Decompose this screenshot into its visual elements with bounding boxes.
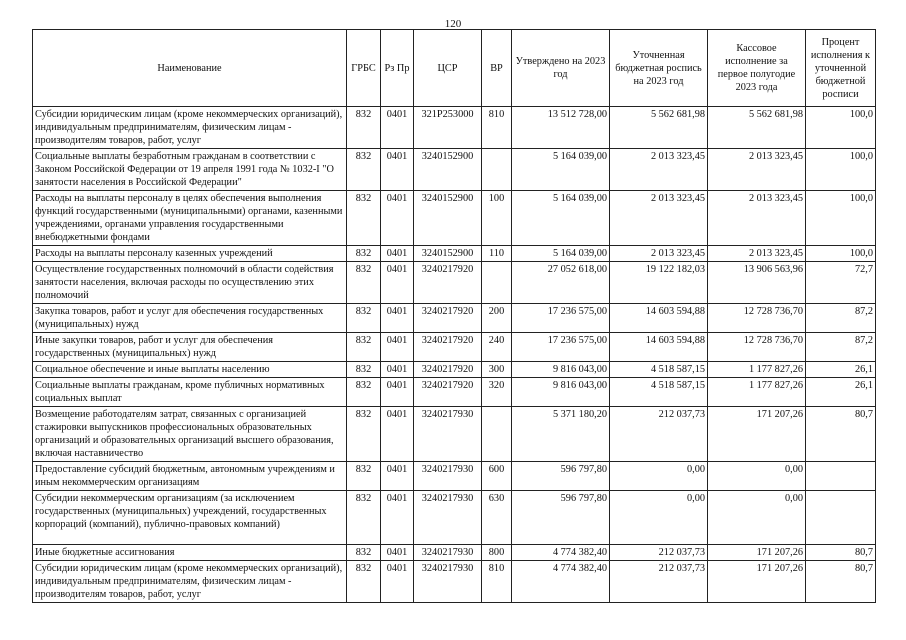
cell-name: Социальное обеспечение и иные выплаты населению [33, 362, 347, 378]
cell-csr: 3240152900 [414, 149, 482, 191]
cell-rzpr: 0401 [381, 304, 414, 333]
cell-clarified: 0,00 [610, 462, 708, 491]
cell-percent: 26,1 [806, 362, 876, 378]
cell-name: Закупка товаров, работ и услуг для обеспечения государственных (муниципальных) нужд [33, 304, 347, 333]
cell-clarified: 2 013 323,45 [610, 149, 708, 191]
cell-rzpr: 0401 [381, 362, 414, 378]
cell-clarified: 14 603 594,88 [610, 333, 708, 362]
cell-clarified: 212 037,73 [610, 561, 708, 603]
cell-clarified: 212 037,73 [610, 545, 708, 561]
cell-rzpr: 0401 [381, 545, 414, 561]
cell-approved: 4 774 382,40 [512, 545, 610, 561]
cell-vr: 100 [482, 191, 512, 246]
cell-csr: 3240217920 [414, 378, 482, 407]
header-executed: Кассовое исполнение за первое полугодие 2023 года [708, 30, 806, 107]
cell-approved: 4 774 382,40 [512, 561, 610, 603]
header-name: Наименование [33, 30, 347, 107]
cell-percent [806, 462, 876, 491]
cell-vr [482, 407, 512, 462]
cell-clarified: 19 122 182,03 [610, 262, 708, 304]
cell-name: Социальные выплаты безработным гражданам в соответствии с Законом Российской Федерации от 19 апреля 1991 года № 1032-I "О занятости населения в Российской Федерации" [33, 149, 347, 191]
cell-clarified: 212 037,73 [610, 407, 708, 462]
cell-percent: 100,0 [806, 149, 876, 191]
cell-name: Субсидии некоммерческим организациям (за исключением государственных (муниципальных) учреждений, государственных корпораций (компаний), публично-правовых компаний) [33, 491, 347, 545]
cell-executed: 1 177 827,26 [708, 362, 806, 378]
cell-name: Возмещение работодателям затрат, связанных с организацией стажировки выпускников профессиональных образовательных организаций и образовательных организаций высшего образования, включая наставничество [33, 407, 347, 462]
cell-percent: 100,0 [806, 107, 876, 149]
cell-percent: 87,2 [806, 304, 876, 333]
cell-grbs: 832 [347, 246, 381, 262]
cell-vr: 110 [482, 246, 512, 262]
cell-csr: 3240217920 [414, 262, 482, 304]
cell-rzpr: 0401 [381, 561, 414, 603]
cell-vr: 810 [482, 561, 512, 603]
cell-approved: 17 236 575,00 [512, 333, 610, 362]
cell-clarified: 4 518 587,15 [610, 362, 708, 378]
header-csr: ЦСР [414, 30, 482, 107]
cell-csr: 3240152900 [414, 246, 482, 262]
table-row [33, 262, 876, 304]
cell-grbs: 832 [347, 362, 381, 378]
cell-executed: 171 207,26 [708, 545, 806, 561]
cell-vr [482, 149, 512, 191]
cell-vr: 320 [482, 378, 512, 407]
cell-rzpr: 0401 [381, 462, 414, 491]
cell-approved: 9 816 043,00 [512, 378, 610, 407]
table-row [33, 362, 876, 378]
cell-approved: 5 164 039,00 [512, 246, 610, 262]
cell-executed: 12 728 736,70 [708, 304, 806, 333]
cell-vr: 600 [482, 462, 512, 491]
cell-executed: 12 728 736,70 [708, 333, 806, 362]
table-row [33, 561, 876, 603]
cell-approved: 27 052 618,00 [512, 262, 610, 304]
cell-csr: 3240152900 [414, 191, 482, 246]
cell-rzpr: 0401 [381, 407, 414, 462]
cell-csr: 3240217920 [414, 333, 482, 362]
cell-clarified: 2 013 323,45 [610, 246, 708, 262]
cell-vr [482, 262, 512, 304]
cell-grbs: 832 [347, 491, 381, 545]
cell-rzpr: 0401 [381, 191, 414, 246]
cell-percent: 87,2 [806, 333, 876, 362]
cell-rzpr: 0401 [381, 333, 414, 362]
cell-approved: 5 371 180,20 [512, 407, 610, 462]
table-header-row [33, 30, 876, 107]
cell-grbs: 832 [347, 561, 381, 603]
cell-csr: 3240217930 [414, 462, 482, 491]
cell-csr: 3240217920 [414, 362, 482, 378]
table-row [33, 407, 876, 462]
cell-vr: 800 [482, 545, 512, 561]
cell-name: Субсидии юридическим лицам (кроме некоммерческих организаций), индивидуальным предпринимателям, физическим лицам - производителям товаров, работ, услуг [33, 561, 347, 603]
cell-grbs: 832 [347, 191, 381, 246]
cell-approved: 5 164 039,00 [512, 149, 610, 191]
cell-csr: 321P253000 [414, 107, 482, 149]
cell-executed: 2 013 323,45 [708, 149, 806, 191]
cell-csr: 3240217930 [414, 561, 482, 603]
cell-grbs: 832 [347, 545, 381, 561]
cell-percent: 100,0 [806, 246, 876, 262]
cell-approved: 596 797,80 [512, 491, 610, 545]
cell-rzpr: 0401 [381, 262, 414, 304]
table-body [33, 107, 876, 603]
cell-vr: 200 [482, 304, 512, 333]
cell-grbs: 832 [347, 407, 381, 462]
cell-name: Расходы на выплаты персоналу в целях обеспечения выполнения функций государственными (муниципальными) органами, казенными учреждениями, органами управления государственными внебюджетными фондами [33, 191, 347, 246]
cell-executed: 5 562 681,98 [708, 107, 806, 149]
cell-grbs: 832 [347, 333, 381, 362]
cell-rzpr: 0401 [381, 378, 414, 407]
table-row [33, 333, 876, 362]
cell-executed: 2 013 323,45 [708, 246, 806, 262]
cell-grbs: 832 [347, 107, 381, 149]
cell-name: Социальные выплаты гражданам, кроме публичных нормативных социальных выплат [33, 378, 347, 407]
header-percent: Процент исполнения к уточненной бюджетной росписи [806, 30, 876, 107]
cell-executed: 171 207,26 [708, 561, 806, 603]
cell-vr: 630 [482, 491, 512, 545]
cell-csr: 3240217920 [414, 304, 482, 333]
cell-clarified: 0,00 [610, 491, 708, 545]
cell-percent: 80,7 [806, 545, 876, 561]
cell-percent: 80,7 [806, 561, 876, 603]
cell-executed: 13 906 563,96 [708, 262, 806, 304]
cell-csr: 3240217930 [414, 491, 482, 545]
table-row [33, 378, 876, 407]
table-row [33, 191, 876, 246]
table-row [33, 462, 876, 491]
cell-csr: 3240217930 [414, 545, 482, 561]
cell-percent: 100,0 [806, 191, 876, 246]
cell-approved: 17 236 575,00 [512, 304, 610, 333]
table-row [33, 107, 876, 149]
table-row [33, 246, 876, 262]
cell-clarified: 2 013 323,45 [610, 191, 708, 246]
cell-executed: 2 013 323,45 [708, 191, 806, 246]
table-row [33, 491, 876, 545]
cell-executed: 171 207,26 [708, 407, 806, 462]
cell-executed: 0,00 [708, 491, 806, 545]
cell-name: Расходы на выплаты персоналу казенных учреждений [33, 246, 347, 262]
header-clarified: Уточненная бюджетная роспись на 2023 год [610, 30, 708, 107]
cell-executed: 0,00 [708, 462, 806, 491]
cell-rzpr: 0401 [381, 107, 414, 149]
page-number: 120 [444, 18, 462, 30]
cell-name: Иные закупки товаров, работ и услуг для обеспечения государственных (муниципальных) нужд [33, 333, 347, 362]
cell-rzpr: 0401 [381, 491, 414, 545]
cell-clarified: 4 518 587,15 [610, 378, 708, 407]
cell-vr: 240 [482, 333, 512, 362]
table-row [33, 304, 876, 333]
cell-rzpr: 0401 [381, 149, 414, 191]
cell-approved: 5 164 039,00 [512, 191, 610, 246]
cell-executed: 1 177 827,26 [708, 378, 806, 407]
cell-grbs: 832 [347, 378, 381, 407]
cell-name: Субсидии юридическим лицам (кроме некоммерческих организаций), индивидуальным предпринимателям, физическим лицам - производителям товаров, работ, услуг [33, 107, 347, 149]
cell-grbs: 832 [347, 462, 381, 491]
header-vr: ВР [482, 30, 512, 107]
cell-percent [806, 491, 876, 545]
cell-name: Осуществление государственных полномочий в области содействия занятости населения, включая расходы по осуществлению этих полномочий [33, 262, 347, 304]
cell-name: Предоставление субсидий бюджетным, автономным учреждениям и иным некоммерческим организациям [33, 462, 347, 491]
cell-vr: 810 [482, 107, 512, 149]
cell-grbs: 832 [347, 304, 381, 333]
table-row [33, 545, 876, 561]
header-rzpr: Рз Пр [381, 30, 414, 107]
cell-percent: 80,7 [806, 407, 876, 462]
cell-clarified: 5 562 681,98 [610, 107, 708, 149]
cell-vr: 300 [482, 362, 512, 378]
cell-grbs: 832 [347, 149, 381, 191]
budget-table [32, 29, 876, 603]
cell-csr: 3240217930 [414, 407, 482, 462]
table-row [33, 149, 876, 191]
cell-name: Иные бюджетные ассигнования [33, 545, 347, 561]
cell-grbs: 832 [347, 262, 381, 304]
header-approved: Утверждено на 2023 год [512, 30, 610, 107]
cell-approved: 9 816 043,00 [512, 362, 610, 378]
cell-percent: 72,7 [806, 262, 876, 304]
cell-clarified: 14 603 594,88 [610, 304, 708, 333]
cell-approved: 596 797,80 [512, 462, 610, 491]
header-grbs: ГРБС [347, 30, 381, 107]
cell-percent: 26,1 [806, 378, 876, 407]
cell-rzpr: 0401 [381, 246, 414, 262]
cell-approved: 13 512 728,00 [512, 107, 610, 149]
